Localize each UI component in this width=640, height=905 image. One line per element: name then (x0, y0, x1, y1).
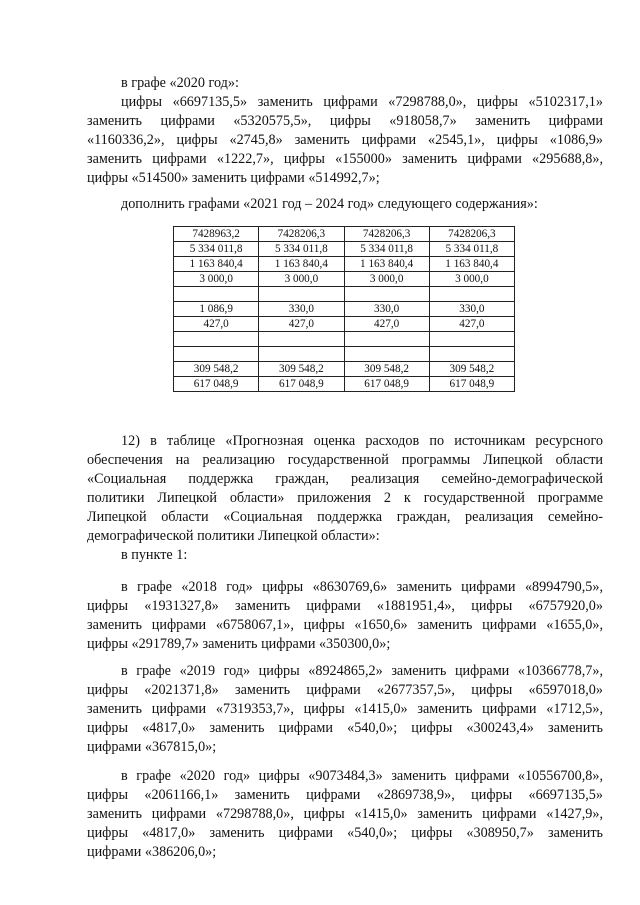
paragraph-line: в графе «2018 год» цифры «8630769,6» заменить цифрами «8994790,5», (121, 579, 603, 595)
paragraph-line: «1160336,2», цифры «2745,8» заменить цифрами «2545,1», цифры «1086,9» (87, 132, 603, 148)
table-cell: 330,0 (429, 302, 514, 317)
table-cell: 1 163 840,4 (259, 257, 344, 272)
paragraph-line: цифры «4817,0» заменить цифрами «540,0»; цифры «308950,7» заменить (87, 825, 603, 841)
table-row (174, 347, 515, 362)
table-cell: 7428963,2 (174, 227, 259, 242)
table-cell: 7428206,3 (429, 227, 514, 242)
item-12-paragraph (87, 432, 603, 546)
table-cell: 7428206,3 (259, 227, 344, 242)
table-cell: 1 163 840,4 (344, 257, 429, 272)
table-cell: 427,0 (174, 317, 259, 332)
paragraph-line: цифры «514500» заменить цифрами «514992,7»; (87, 170, 380, 186)
table-cell (174, 332, 259, 347)
table-row (174, 272, 515, 287)
table-cell: 427,0 (429, 317, 514, 332)
col-2019-paragraph (87, 662, 603, 757)
table-cell (259, 332, 344, 347)
table-cell: 1 163 840,4 (174, 257, 259, 272)
point-1-text: в пункте 1: (121, 547, 188, 563)
paragraph-line: заменить цифрами «1222,7», цифры «155000» заменить цифрами «295688,8», (87, 151, 603, 167)
col-2018-paragraph (87, 578, 603, 654)
table-cell (174, 287, 259, 302)
paragraph-line: «Социальная поддержка граждан, реализация семейно-демографической (87, 471, 603, 487)
paragraph-line: в графе «2019 год» цифры «8924865,2» заменить цифрами «10366778,7», (121, 663, 603, 679)
paragraph-line: демографической политики Липецкой области»: (87, 528, 380, 544)
table-cell: 330,0 (344, 302, 429, 317)
table-row (174, 332, 515, 347)
table-cell: 5 334 011,8 (344, 242, 429, 257)
table-cell: 309 548,2 (429, 362, 514, 377)
table-row (174, 302, 515, 317)
paragraph-line: заменить цифрами «6758067,1», цифры «1650,6» заменить цифрами «1655,0», (87, 617, 603, 633)
table-cell: 330,0 (259, 302, 344, 317)
table-row (174, 227, 515, 242)
col-2020-paragraph (87, 767, 603, 862)
table-cell: 617 048,9 (174, 377, 259, 392)
table-cell (344, 347, 429, 362)
table-cell: 7428206,3 (344, 227, 429, 242)
table-cell: 5 334 011,8 (259, 242, 344, 257)
table-cell (344, 287, 429, 302)
paragraph-line: цифры «2021371,8» заменить цифрами «2677357,5», цифры «6597018,0» (87, 682, 603, 698)
table-cell: 617 048,9 (344, 377, 429, 392)
table-cell: 3 000,0 (429, 272, 514, 287)
table-cell: 427,0 (344, 317, 429, 332)
table-cell: 617 048,9 (259, 377, 344, 392)
table-cell: 3 000,0 (259, 272, 344, 287)
table-row (174, 287, 515, 302)
paragraph-line: 12) в таблице «Прогнозная оценка расходов по источникам ресурсного (121, 433, 603, 449)
table-cell (344, 332, 429, 347)
section-2020-paragraph (87, 93, 603, 188)
section-2020-heading: в графе «2020 год»: (121, 75, 239, 91)
table-cell: 3 000,0 (174, 272, 259, 287)
table-cell: 309 548,2 (174, 362, 259, 377)
supplement-text: дополнить графами «2021 год – 2024 год» следующего содержания»: (121, 196, 538, 212)
paragraph-line: в графе «2020 год» цифры «9073484,3» заменить цифрами «10556700,8», (121, 768, 603, 784)
table-cell: 3 000,0 (344, 272, 429, 287)
table-row (174, 257, 515, 272)
paragraph-line: заменить цифрами «7319353,7», цифры «1415,0» заменить цифрами «1712,5», (87, 701, 603, 717)
paragraph-line: Липецкой области «Социальная поддержка граждан, реализация семейно- (87, 509, 603, 525)
paragraph-line: цифры «4817,0» заменить цифрами «540,0»; цифры «300243,4» заменить (87, 720, 603, 736)
table-cell (429, 332, 514, 347)
table-cell: 617 048,9 (429, 377, 514, 392)
paragraph-line: политики Липецкой области» приложения 2 к государственной программе (87, 490, 603, 506)
paragraph-line: цифрами «386206,0»; (87, 844, 217, 860)
paragraph-line: цифры «1931327,8» заменить цифрами «1881951,4», цифры «6757920,0» (87, 598, 603, 614)
paragraph-line: цифрами «367815,0»; (87, 739, 217, 755)
table-cell: 309 548,2 (344, 362, 429, 377)
table-cell: 309 548,2 (259, 362, 344, 377)
paragraph-line: заменить цифрами «5320575,5», цифры «918058,7» заменить цифрами (87, 113, 603, 129)
table-cell: 1 163 840,4 (429, 257, 514, 272)
paragraph-line: обеспечения на реализацию государственной программы Липецкой области (87, 452, 603, 468)
table-row (174, 362, 515, 377)
paragraph-line: заменить цифрами «7298788,0», цифры «1415,0» заменить цифрами «1427,9», (87, 806, 603, 822)
paragraph-line: цифры «6697135,5» заменить цифрами «7298788,0», цифры «5102317,1» (121, 94, 603, 110)
table-cell: 5 334 011,8 (429, 242, 514, 257)
table-cell: 1 086,9 (174, 302, 259, 317)
table-cell: 427,0 (259, 317, 344, 332)
paragraph-line: цифры «291789,7» заменить цифрами «350300,0»; (87, 636, 391, 652)
table-cell: 5 334 011,8 (174, 242, 259, 257)
table-row (174, 242, 515, 257)
table-row (174, 317, 515, 332)
table-cell (174, 347, 259, 362)
table-cell (429, 287, 514, 302)
table-cell (259, 347, 344, 362)
table-cell (429, 347, 514, 362)
table-cell (259, 287, 344, 302)
values-table (173, 226, 515, 392)
paragraph-line: цифры «2061166,1» заменить цифрами «2869738,9», цифры «6697135,5» (87, 787, 603, 803)
table-row (174, 377, 515, 392)
